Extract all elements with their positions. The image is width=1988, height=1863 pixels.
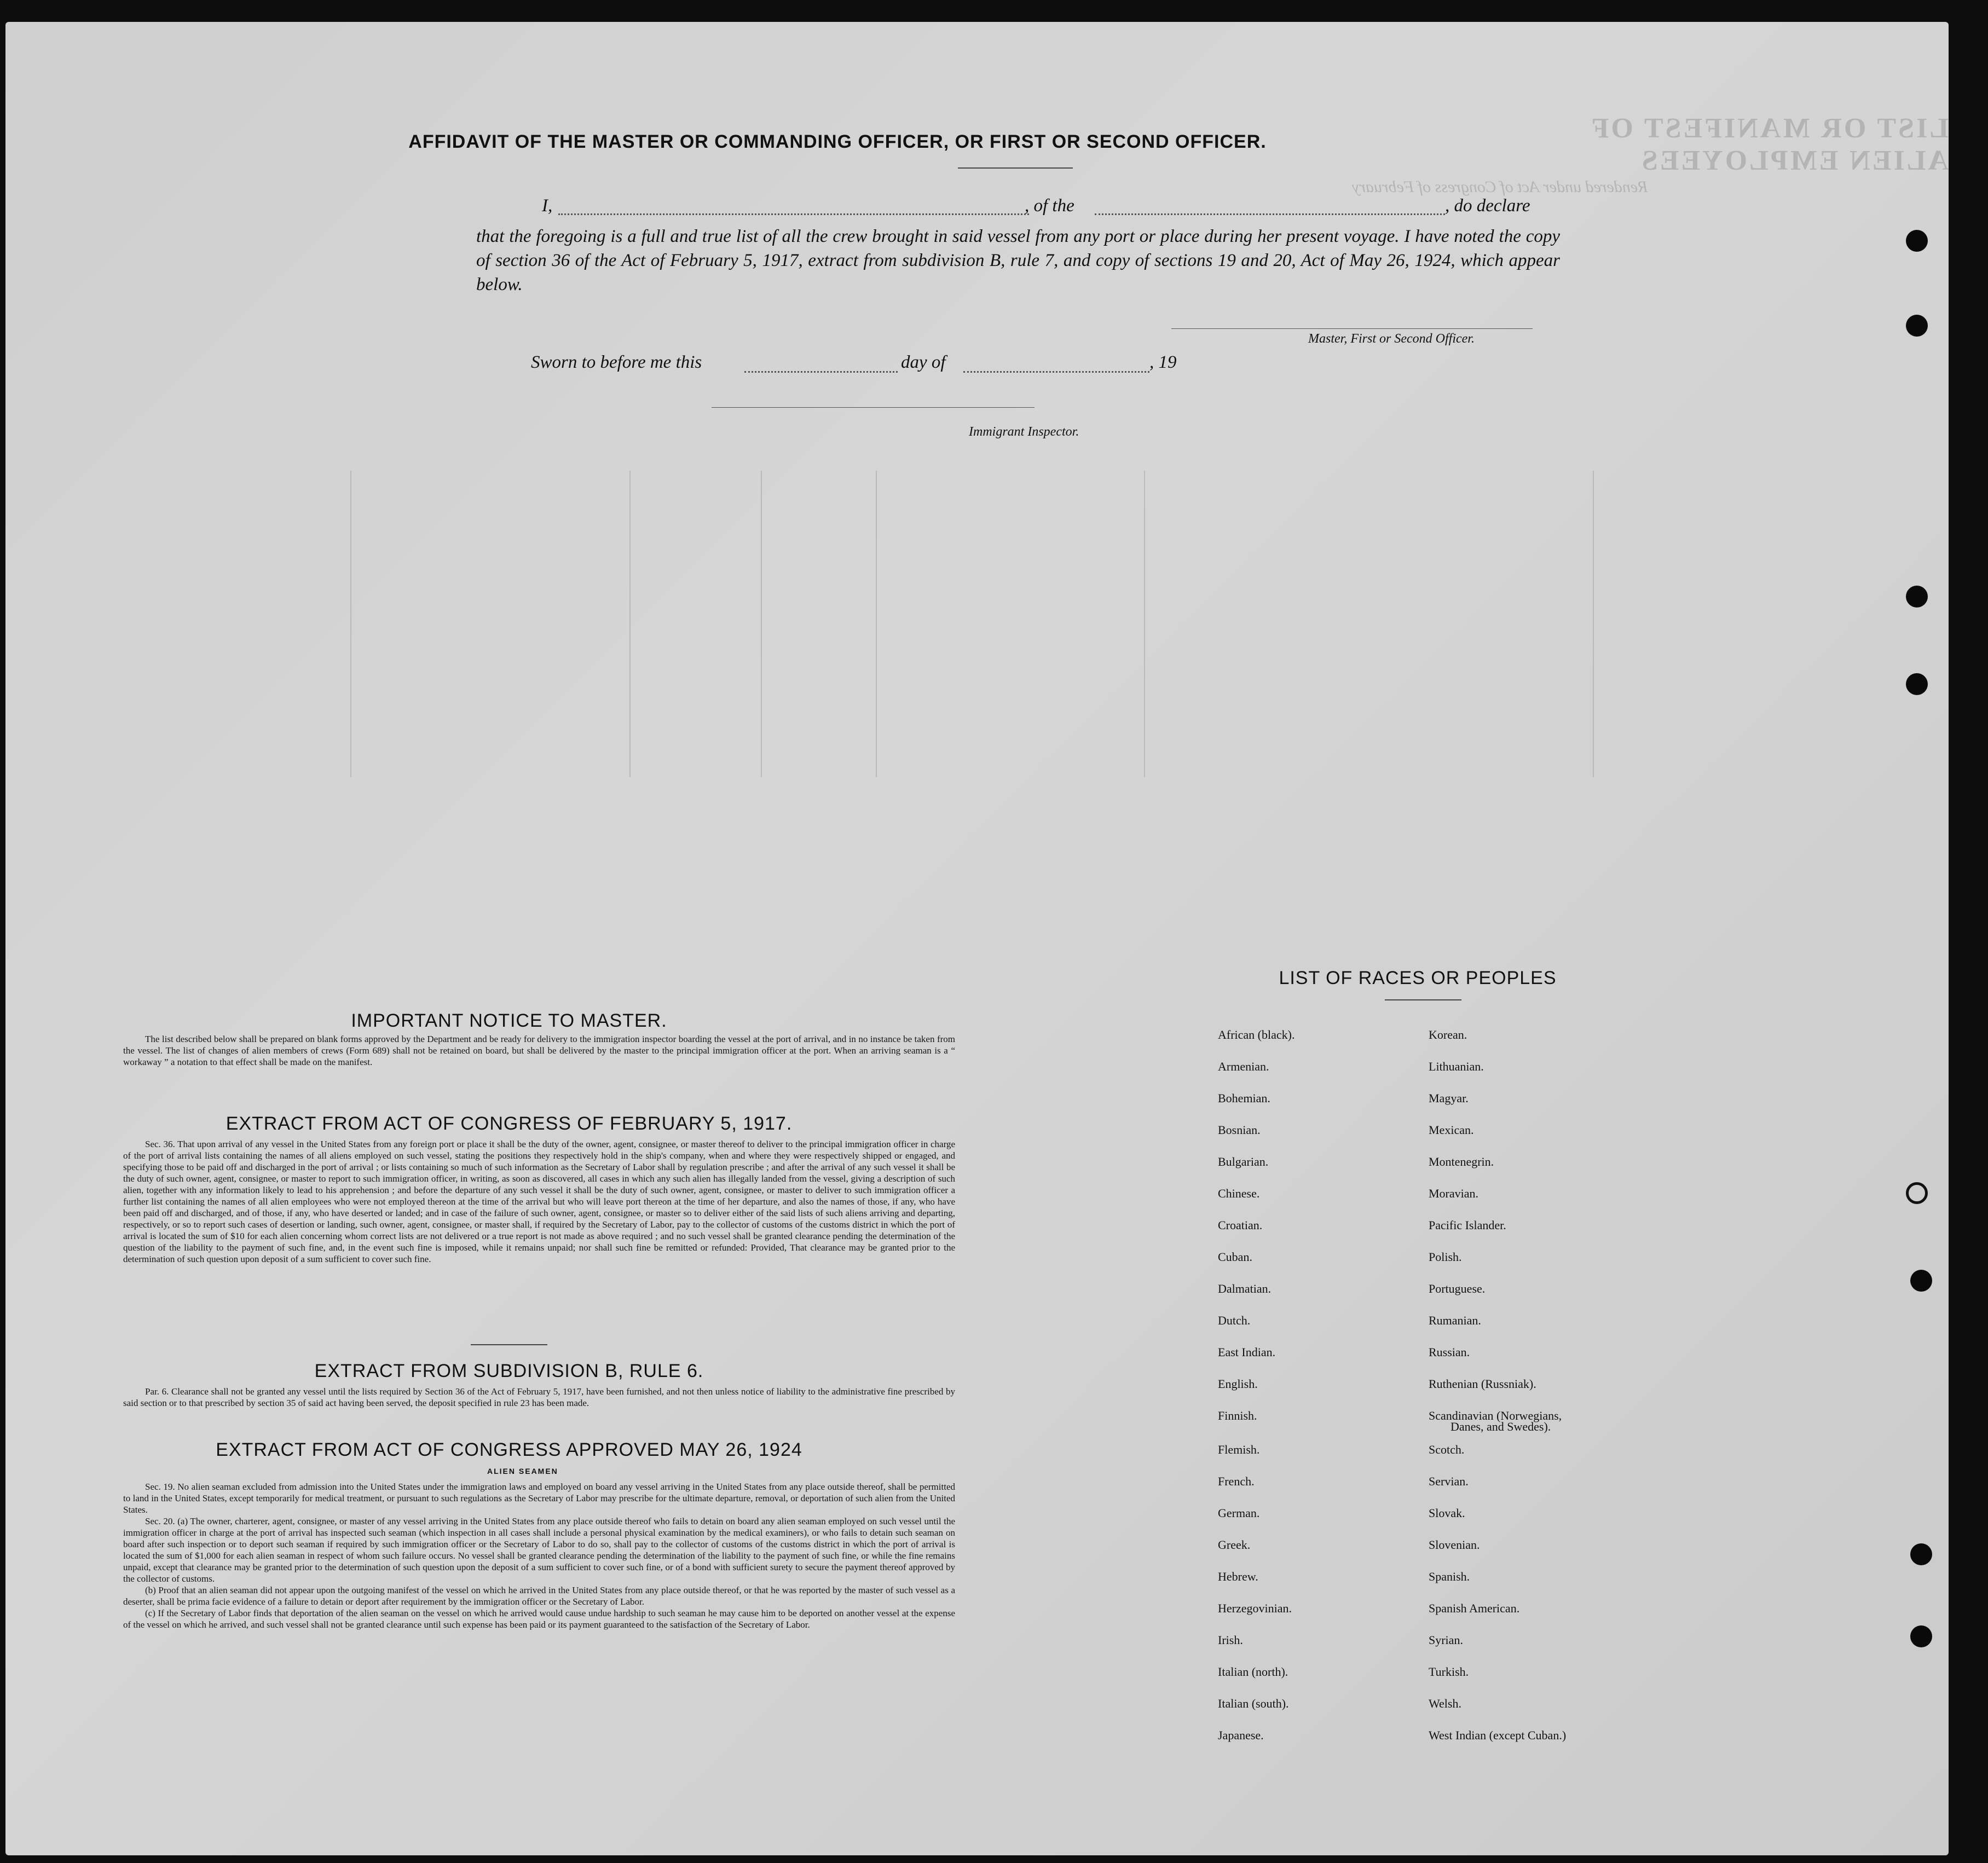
document-sheet (5, 22, 1949, 1855)
race-item: Turkish. (1429, 1665, 1469, 1679)
bleed-column-line (761, 471, 762, 777)
race-item: Slovak. (1429, 1506, 1465, 1520)
sworn-text: Sworn to before me this (531, 352, 702, 372)
bleed-column-line (1144, 471, 1145, 777)
sworn-month-field[interactable] (963, 371, 1149, 373)
binder-hole (1906, 673, 1928, 695)
extract-1924-title: EXTRACT FROM ACT OF CONGRESS APPROVED MAY 26, 1924 (216, 1439, 802, 1460)
race-item: West Indian (except Cuban.) (1429, 1728, 1567, 1742)
race-item: Magyar. (1429, 1091, 1469, 1105)
bleed-through-heading: LIST OR MANIFEST OF ALIEN EMPLOYEES (1590, 113, 1949, 176)
sec-20c-paragraph: (c) If the Secretary of Labor finds that deportation of the alien seaman on the vessel on which he arrived would cause undue hardship to such seaman he may cause him to be deported on another vessel at the expense of the vessel on which he arrived, and such vessel shall not be granted clearance until such expense has been paid or its payment guaranteed to the satisfaction of the Secretary of Labor. (123, 1608, 955, 1630)
sec-36-paragraph: Sec. 36. That upon arrival of any vessel in the United States from any foreign port or place it shall be the duty of the owner, agent, consignee, or master thereof to deliver to the principal immigration officer in charge of the port of arrival lists containing the names of all aliens employed on such vessel, stating the positions they respectively hold in the ship's company, when and where they were respectively shipped or engaged, and specifying those to be paid off and discharged in the port of arrival ; or lists containing so much of such information as the Secretary of Labor shall by regulation prescribe ; and after the arrival of any such vessel it shall be the duty of such owner, agent, consignee, or master to report to such immigration officer, in writing, as soon as discovered, all cases in which any such alien has illegally landed from the vessel, giving a description of such alien, together with any information likely to lead to his apprehension ; and before the departure of any such vessel it shall be the duty of such owner, agent, consignee, or master to deliver to such immigration officer a further list containing the names of all alien employees who were not employed thereon at the time of the arrival but who will leave port thereon at the time of her departure, and also the names of those, if any, who have been paid off and discharged, and of those, if any, who have deserted or landed; and in case of the failure of such owner, agent, consignee, or master so to deliver either of the said lists of such aliens arriving and departing, respectively, or so to report such cases of desertion or landing, such owner, agent, consignee, or master shall, if required by the Secretary of Labor, pay to the collector of customs of the customs district in which the port of arrival is located the sum of $10 for each alien concerning whom correct lists are not delivered or a true report is not made as above required ; and no such vessel shall be granted clearance pending the determination of the question of the liability to the payment of such fine, and, in the event such fine is imposed, while it remains unpaid; nor shall such fine be remitted or refunded: Provided, That clearance may be granted prior to the determination of such question upon deposit of a sum sufficient to cover such fine. (123, 1139, 955, 1264)
inspector-signature-field[interactable] (712, 407, 1035, 408)
race-item: Ruthenian (Russniak). (1429, 1377, 1536, 1391)
race-item: Japanese. (1218, 1728, 1264, 1742)
binder-hole (1906, 586, 1928, 608)
extract-1917-title: EXTRACT FROM ACT OF CONGRESS OF FEBRUARY 5, 1917. (226, 1113, 793, 1134)
sec-20b-paragraph: (b) Proof that an alien seaman did not appear upon the outgoing manifest of the vessel on which he arrived in the United States from any place outside thereof, or that he was reported by the master of such vessel as a deserter, shall be prima facie evidence of a failure to detain or deport after requirement by the immigration officer or the Secretary of Labor. (123, 1585, 955, 1607)
race-item: Hebrew. (1218, 1570, 1258, 1583)
bleed-column-line (1593, 471, 1594, 777)
binder-hole (1910, 1625, 1932, 1647)
race-item: Greek. (1218, 1538, 1251, 1552)
race-item: Italian (south). (1218, 1697, 1289, 1710)
title-underline (958, 167, 1073, 169)
races-title-underline (1385, 999, 1461, 1000)
races-title: LIST OF RACES OR PEOPLES (1279, 968, 1557, 988)
race-item: Bosnian. (1218, 1123, 1261, 1137)
affidavit-title: AFFIDAVIT OF THE MASTER OR COMMANDING OFFICER, OR FIRST OR SECOND OFFICER. (408, 131, 1267, 152)
race-item: Lithuanian. (1429, 1060, 1484, 1073)
race-item: Welsh. (1429, 1697, 1461, 1710)
race-item: Spanish. (1429, 1570, 1470, 1583)
notice-title: IMPORTANT NOTICE TO MASTER. (351, 1010, 667, 1031)
race-item: Portuguese. (1429, 1282, 1486, 1295)
race-item: Scandinavian (Norwegians, (1429, 1409, 1562, 1422)
subdivision-b-title: EXTRACT FROM SUBDIVISION B, RULE 6. (314, 1361, 704, 1381)
race-item: Russian. (1429, 1345, 1470, 1359)
binder-hole (1910, 1543, 1932, 1565)
race-item: Bulgarian. (1218, 1155, 1269, 1168)
race-item: Chinese. (1218, 1187, 1260, 1200)
race-item: Scotch. (1429, 1443, 1465, 1456)
binder-hole (1906, 1182, 1928, 1204)
race-item: Flemish. (1218, 1443, 1260, 1456)
race-item: Pacific Islander. (1429, 1218, 1506, 1232)
race-item: Montenegrin. (1429, 1155, 1494, 1168)
bleed-column-line (350, 471, 351, 777)
race-item: Spanish American. (1429, 1601, 1520, 1615)
bleed-through-subheading: Rendered under Act of Congress of February (1352, 178, 1648, 196)
bleed-column-line (876, 471, 877, 777)
extract-1917-text (123, 1138, 955, 1265)
race-item: Moravian. (1429, 1187, 1479, 1200)
subdivision-b-text (123, 1386, 955, 1409)
race-item: Dalmatian. (1218, 1282, 1272, 1295)
race-item: Cuban. (1218, 1250, 1252, 1264)
race-item: Herzegovinian. (1218, 1601, 1292, 1615)
binder-hole (1906, 315, 1928, 337)
sworn-day-field[interactable] (744, 371, 898, 373)
race-item: Korean. (1429, 1028, 1467, 1042)
alien-seamen-subtitle: ALIEN SEAMEN (487, 1467, 558, 1476)
master-signature-field[interactable] (1171, 328, 1533, 329)
race-item: Armenian. (1218, 1060, 1269, 1073)
race-item: African (black). (1218, 1028, 1295, 1042)
sec-19-paragraph: Sec. 19. No alien seaman excluded from admission into the United States under the immigration laws and employed on board any vessel arriving in the United States from any place outside thereof, shall be permitted to land in the United States, except temporarily for medical treatment, or pursuant to such regulations as the Secretary of Labor may prescribe for the ultimate departure, removal, or deportation of such alien from the United States. (123, 1482, 955, 1515)
sec-20a-paragraph: Sec. 20. (a) The owner, charterer, agent, consignee, or master of any vessel arriving in the United States from any place outside thereof who fails to detain on board any alien seaman employed on such vessel until the immigration officer in charge at the port of arrival has inspected such seaman (which inspection in all cases shall include a personal physical examination by the medical examiners), or who fails to detain such seaman on board after such inspection or to deport such seaman if required by such immigration officer or the Secretary of Labor to do so, shall pay to the collector of customs of the customs district in which the port of arrival is located the sum of $1,000 for each alien seaman in respect of whom such failure occurs. No vessel shall be granted clearance pending the determination of the liability to the payment of such fine, or while the fine remains unpaid, except that clearance may be granted prior to the determination of such question upon the deposit of a sum sufficient to cover such fine, or of a bond with sufficient surety to secure the payment thereof approved by the collector of customs. (123, 1516, 955, 1584)
race-item: Slovenian. (1429, 1538, 1480, 1552)
race-item: Syrian. (1429, 1633, 1463, 1647)
race-item: Danes, and Swedes). (1450, 1420, 1551, 1433)
race-item: East Indian. (1218, 1345, 1276, 1359)
race-item: Mexican. (1429, 1123, 1474, 1137)
race-item: Finnish. (1218, 1409, 1257, 1422)
race-item: Irish. (1218, 1633, 1243, 1647)
extract-1924-text (123, 1481, 955, 1630)
race-item: English. (1218, 1377, 1258, 1391)
binder-hole (1906, 230, 1928, 252)
affidavit-body: that the foregoing is a full and true list of all the crew brought in said vessel from any port or place during her present voyage. I have noted the copy of section 36 of the Act of February 5, 1917, extract from subdivision B, rule 7, and copy of sections 19 and 20, Act of May 26, 1924, which appear below. (476, 227, 1560, 294)
vessel-name-field[interactable] (1095, 213, 1445, 215)
affidavit-of-the: , of the (1025, 196, 1074, 216)
race-item: Polish. (1429, 1250, 1462, 1264)
race-item: Dutch. (1218, 1314, 1251, 1327)
par-6-paragraph: Par. 6. Clearance shall not be granted any vessel until the lists required by Section 36 of the Act of February 5, 1917, have been furnished, and not then unless notice of liability to the administrative fine prescribed by said section or to that prescribed by section 35 of said act having been served, the deposit specified in rule 23 has been made. (123, 1386, 955, 1408)
section-divider (471, 1344, 547, 1345)
race-item: Servian. (1429, 1474, 1469, 1488)
notice-text (123, 1033, 955, 1068)
race-item: Croatian. (1218, 1218, 1263, 1232)
race-item: German. (1218, 1506, 1260, 1520)
inspector-label: Immigrant Inspector. (969, 425, 1079, 439)
race-item: Italian (north). (1218, 1665, 1288, 1679)
race-item: Rumanian. (1429, 1314, 1481, 1327)
race-item: French. (1218, 1474, 1255, 1488)
master-name-field[interactable] (558, 213, 1029, 215)
binder-hole (1910, 1270, 1932, 1292)
affidavit-i: I, (542, 196, 553, 216)
affidavit-declare: , do declare (1445, 196, 1530, 216)
master-signature-label: Master, First or Second Officer. (1308, 332, 1475, 346)
bleed-column-line (629, 471, 631, 777)
day-of-text: day of (901, 352, 946, 372)
year-text: , 19 (1149, 352, 1177, 372)
notice-paragraph: The list described below shall be prepared on blank forms approved by the Department and be ready for delivery to the immigration inspector boarding the vessel at the port of arrival, and in no instance be taken from the vessel. The list of changes of alien members of crews (Form 689) shall not be retained on board, but shall be delivered by the master to the principal immigration officer at the port. When an arriving seaman is a “ workaway ” a notation to that effect shall be made on the manifest. (123, 1034, 955, 1067)
race-item: Bohemian. (1218, 1091, 1270, 1105)
